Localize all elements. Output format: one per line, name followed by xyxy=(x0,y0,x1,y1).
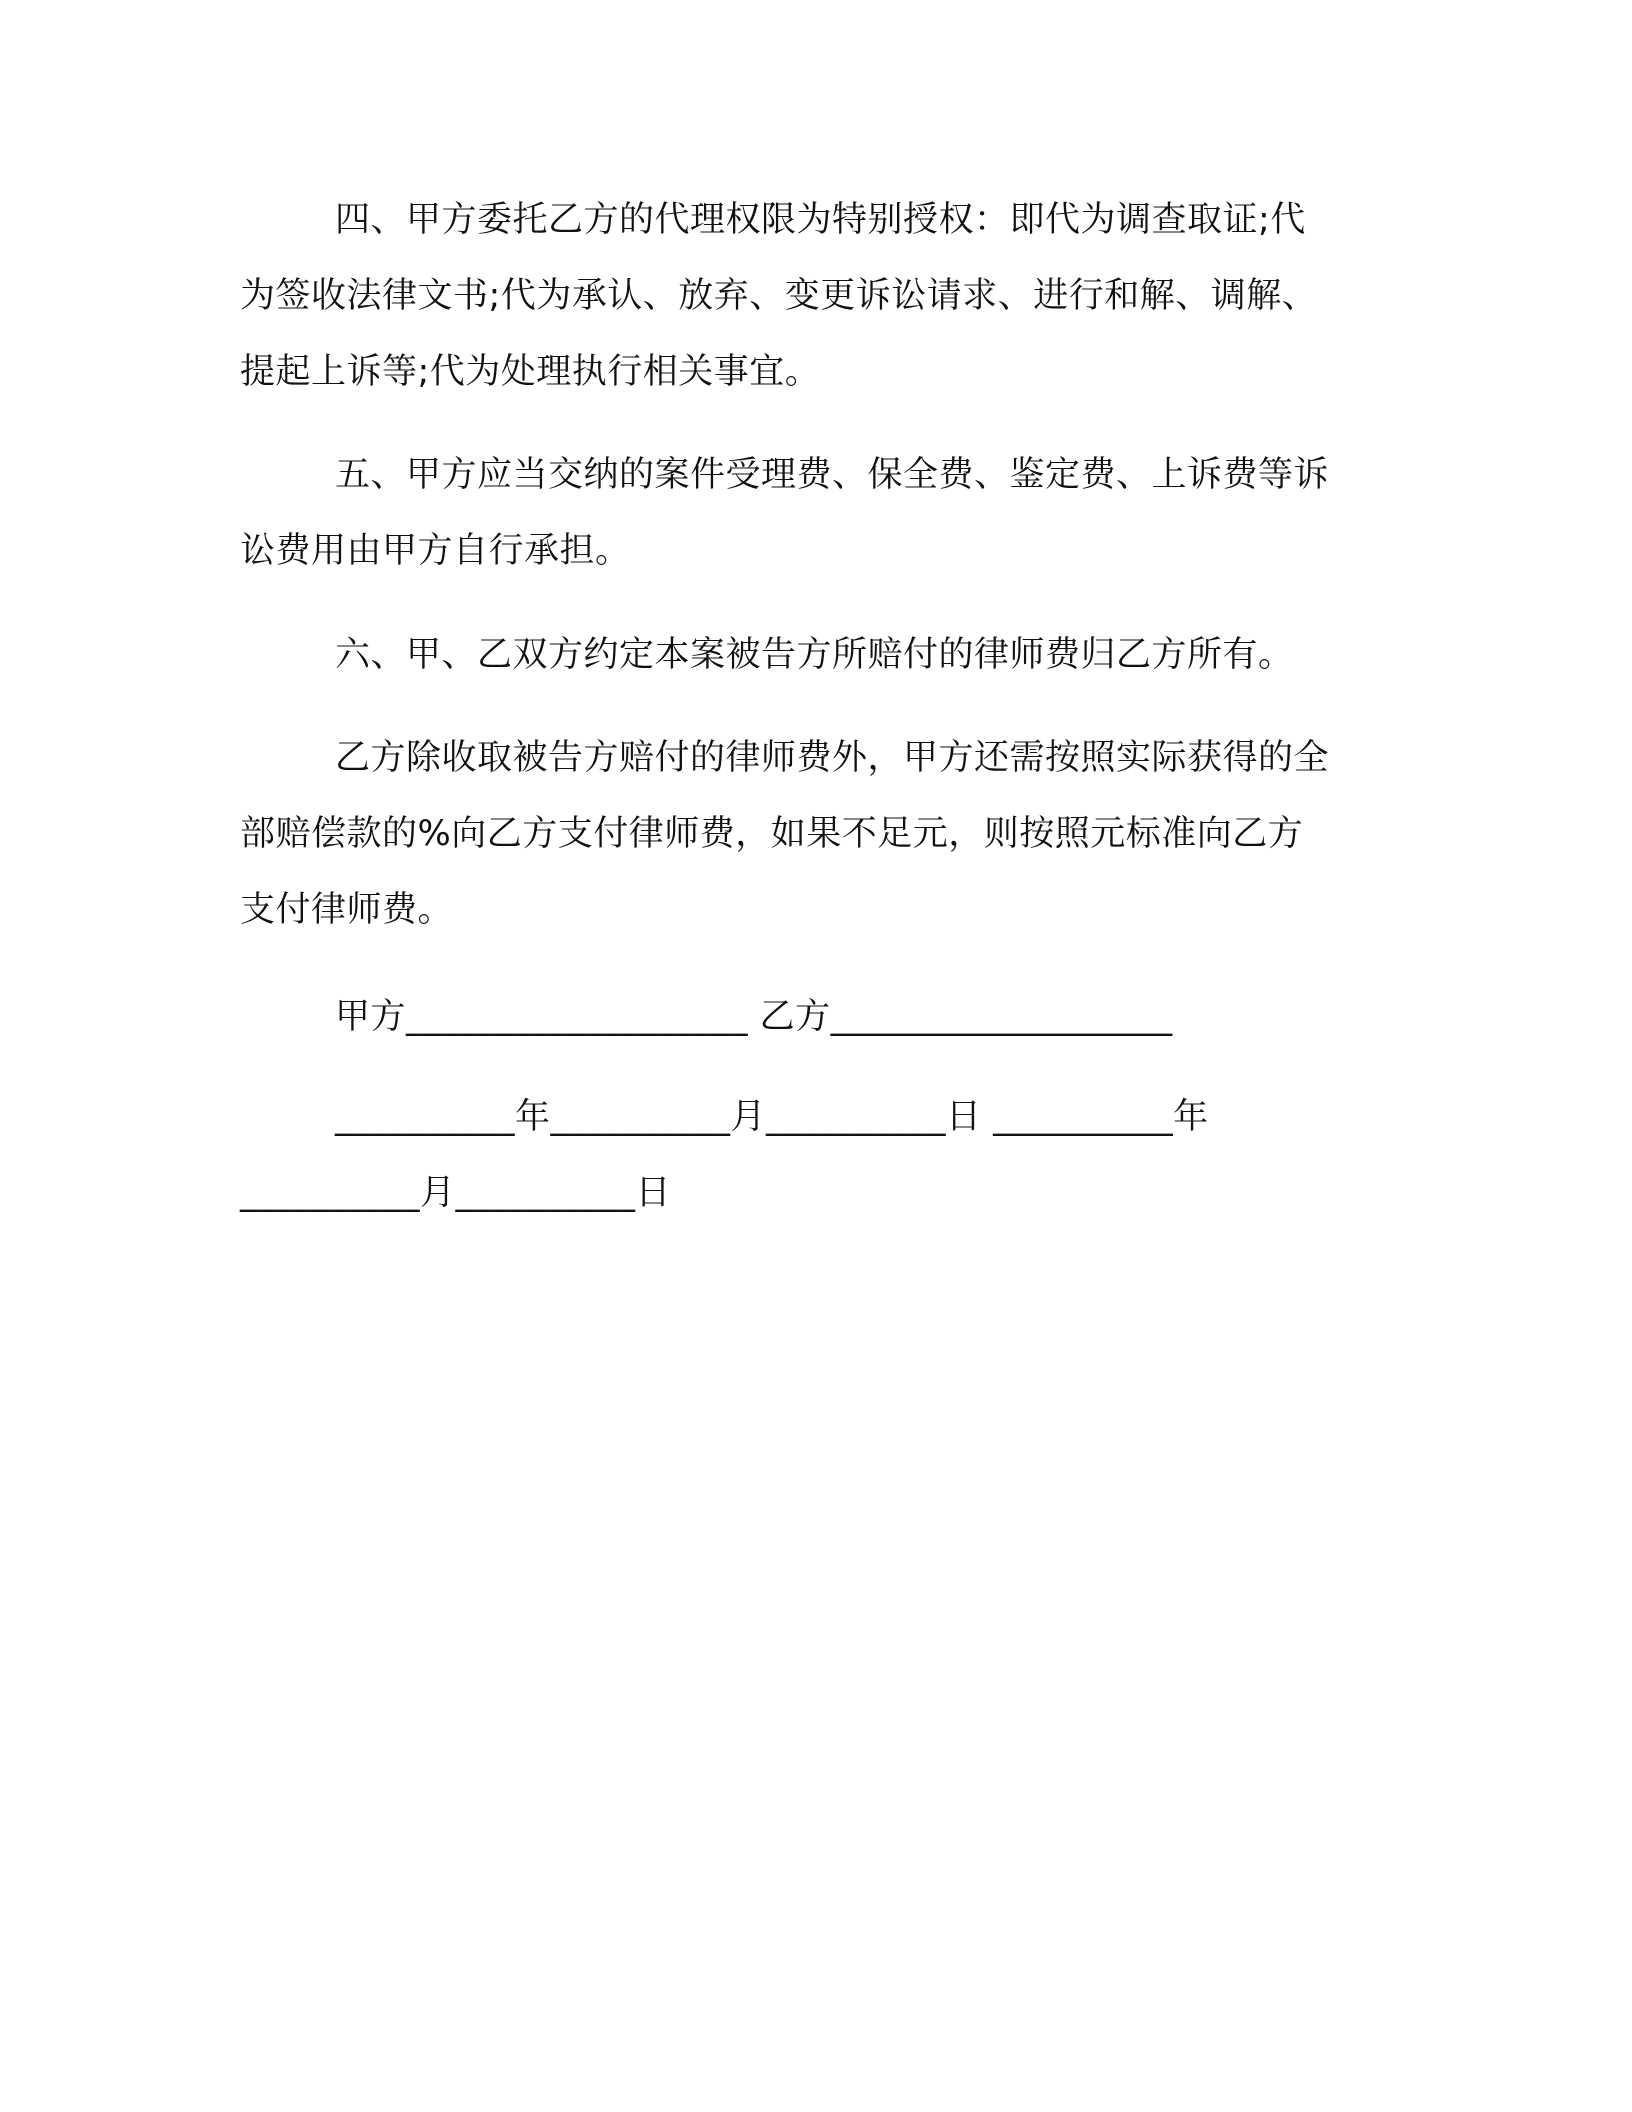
clause-4-line-2: 为签收法律文书;代为承认、放弃、变更诉讼请求、进行和解、调解、 xyxy=(240,276,1318,316)
fee-paragraph-line-1: 乙方除收取被告方赔付的律师费外，甲方还需按照实际获得的全 xyxy=(335,738,1330,778)
clause-5-line-1: 五、甲方应当交纳的案件受理费、保全费、鉴定费、上诉费等诉 xyxy=(335,455,1330,495)
clause-6-line-1: 六、甲、乙双方约定本案被告方所赔付的律师费归乙方所有。 xyxy=(335,635,1294,675)
clause-5-line-2: 讼费用由甲方自行承担。 xyxy=(240,531,631,571)
clause-4-line-3: 提起上诉等;代为处理执行相关事宜。 xyxy=(240,352,821,392)
clause-4-line-1: 四、甲方委托乙方的代理权限为特别授权：即代为调查取证;代 xyxy=(335,200,1306,240)
signature-line: 甲方___________________ 乙方___________________ xyxy=(335,997,1173,1037)
fee-paragraph-line-3: 支付律师费。 xyxy=(240,890,454,930)
fee-paragraph-line-2: 部赔偿款的%向乙方支付律师费，如果不足元，则按照元标准向乙方 xyxy=(240,814,1304,854)
date-line-1: __________年__________月__________日 __________年 xyxy=(335,1097,1209,1137)
date-line-2: __________月__________日 xyxy=(240,1173,672,1213)
